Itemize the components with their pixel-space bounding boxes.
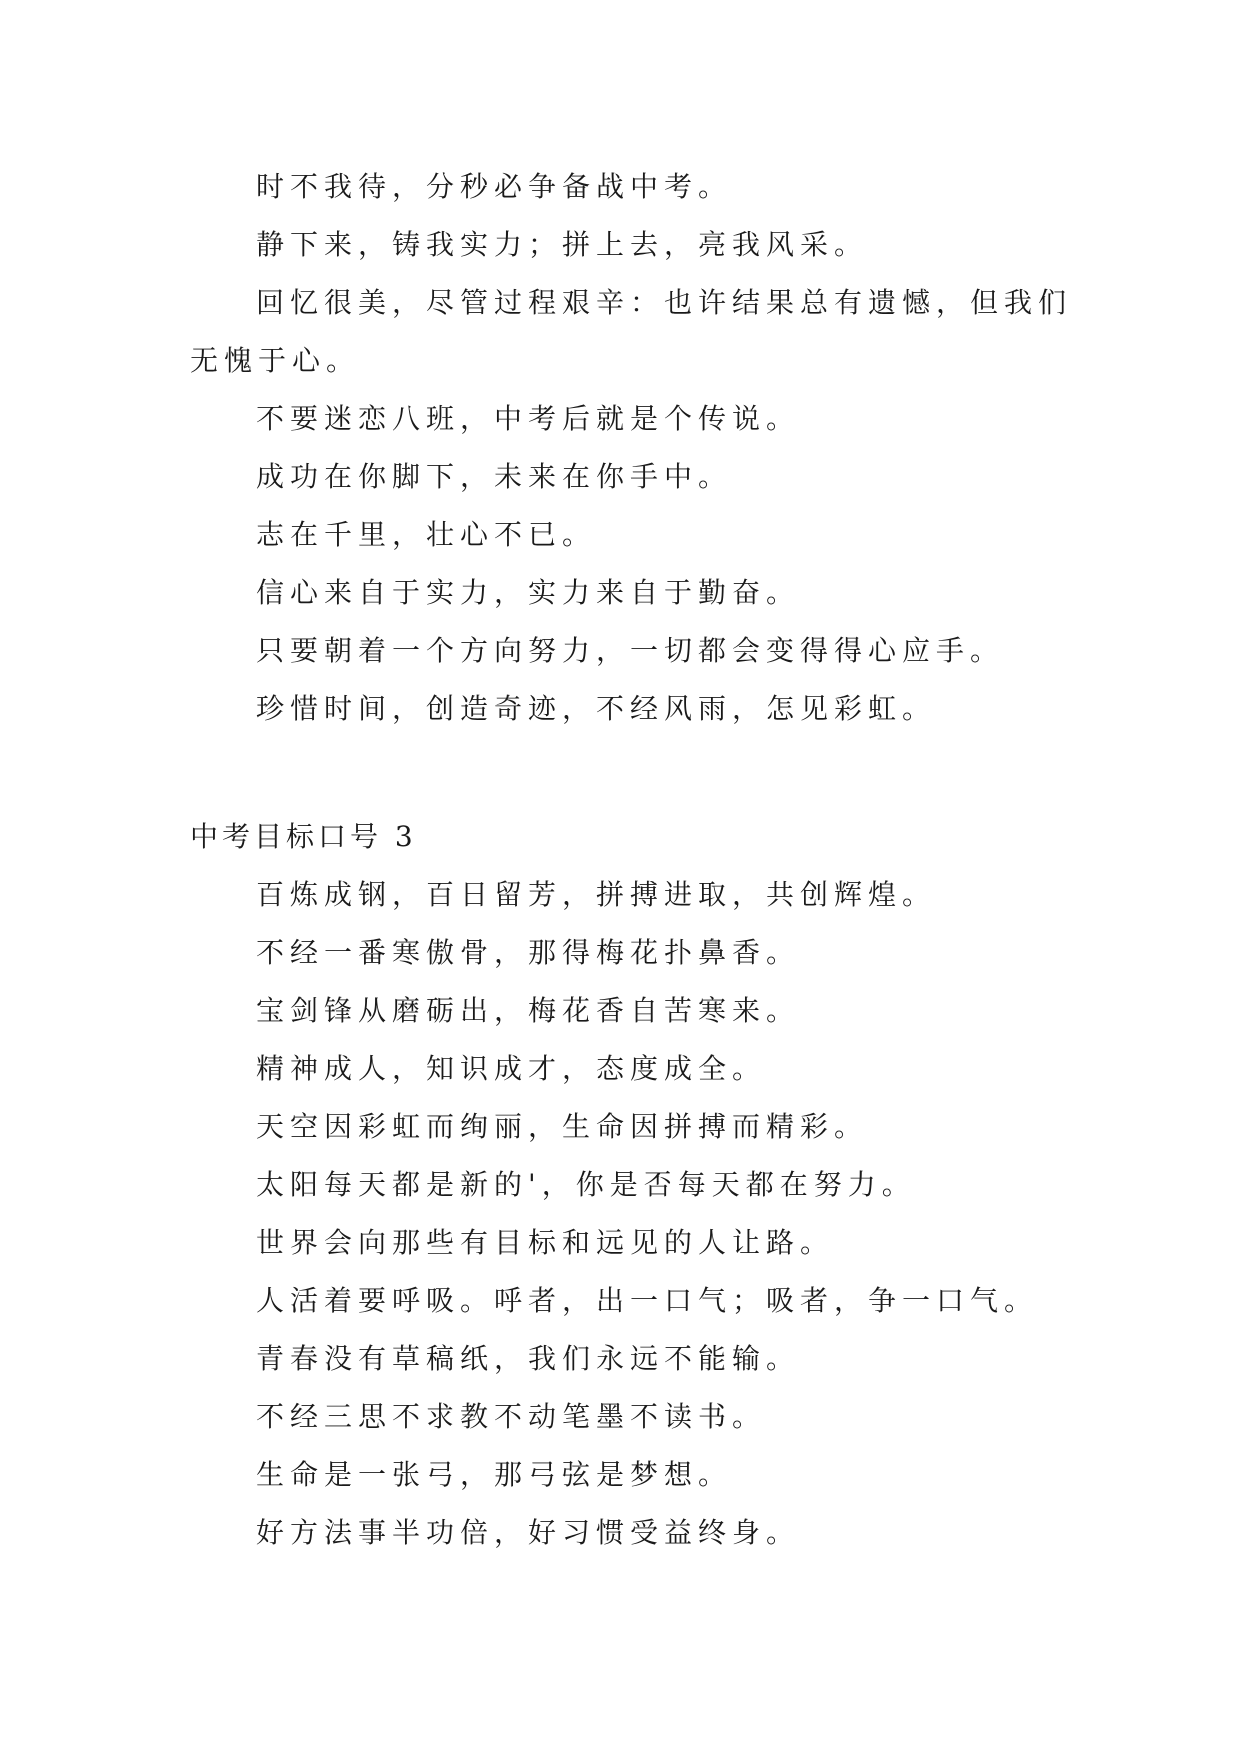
slogan-line: 生命是一张弓，那弓弦是梦想。	[256, 1458, 733, 1491]
slogan-line: 回忆很美，尽管过程艰辛：也许结果总有遗憾，但我们	[256, 286, 1073, 319]
slogan-line-continuation: 无愧于心。	[190, 344, 361, 377]
slogan-line: 百炼成钢，百日留芳，拼搏进取，共创辉煌。	[256, 878, 937, 911]
section-heading: 中考目标口号 3	[190, 820, 417, 853]
slogan-section-3	[0, 808, 1241, 1562]
slogan-line: 只要朝着一个方向努力，一切都会变得得心应手。	[256, 634, 1005, 667]
slogan-line: 不经一番寒傲骨，那得梅花扑鼻香。	[256, 936, 801, 969]
slogan-line: 志在千里，壮心不已。	[256, 518, 597, 551]
slogan-list-continued	[0, 158, 1241, 738]
slogan-line: 好方法事半功倍，好习惯受益终身。	[256, 1516, 801, 1549]
slogan-line: 时不我待，分秒必争备战中考。	[256, 170, 733, 203]
slogan-line: 宝剑锋从磨砺出，梅花香自苦寒来。	[256, 994, 801, 1027]
slogan-line: 精神成人，知识成才，态度成全。	[256, 1052, 767, 1085]
slogan-line: 成功在你脚下，未来在你手中。	[256, 460, 733, 493]
slogan-line: 不经三思不求教不动笔墨不读书。	[256, 1400, 767, 1433]
slogan-line: 人活着要呼吸。呼者，出一口气；吸者，争一口气。	[256, 1284, 1039, 1317]
slogan-line: 静下来，铸我实力；拼上去，亮我风采。	[256, 228, 869, 261]
slogan-line: 天空因彩虹而绚丽，生命因拼搏而精彩。	[256, 1110, 869, 1143]
slogan-line: 珍惜时间，创造奇迹，不经风雨，怎见彩虹。	[256, 692, 937, 725]
slogan-line: 不要迷恋八班，中考后就是个传说。	[256, 402, 801, 435]
slogan-line: 世界会向那些有目标和远见的人让路。	[256, 1226, 835, 1259]
slogan-line: 信心来自于实力，实力来自于勤奋。	[256, 576, 801, 609]
slogan-line: 青春没有草稿纸，我们永远不能输。	[256, 1342, 801, 1375]
slogan-line: 太阳每天都是新的'，你是否每天都在努力。	[256, 1168, 916, 1201]
